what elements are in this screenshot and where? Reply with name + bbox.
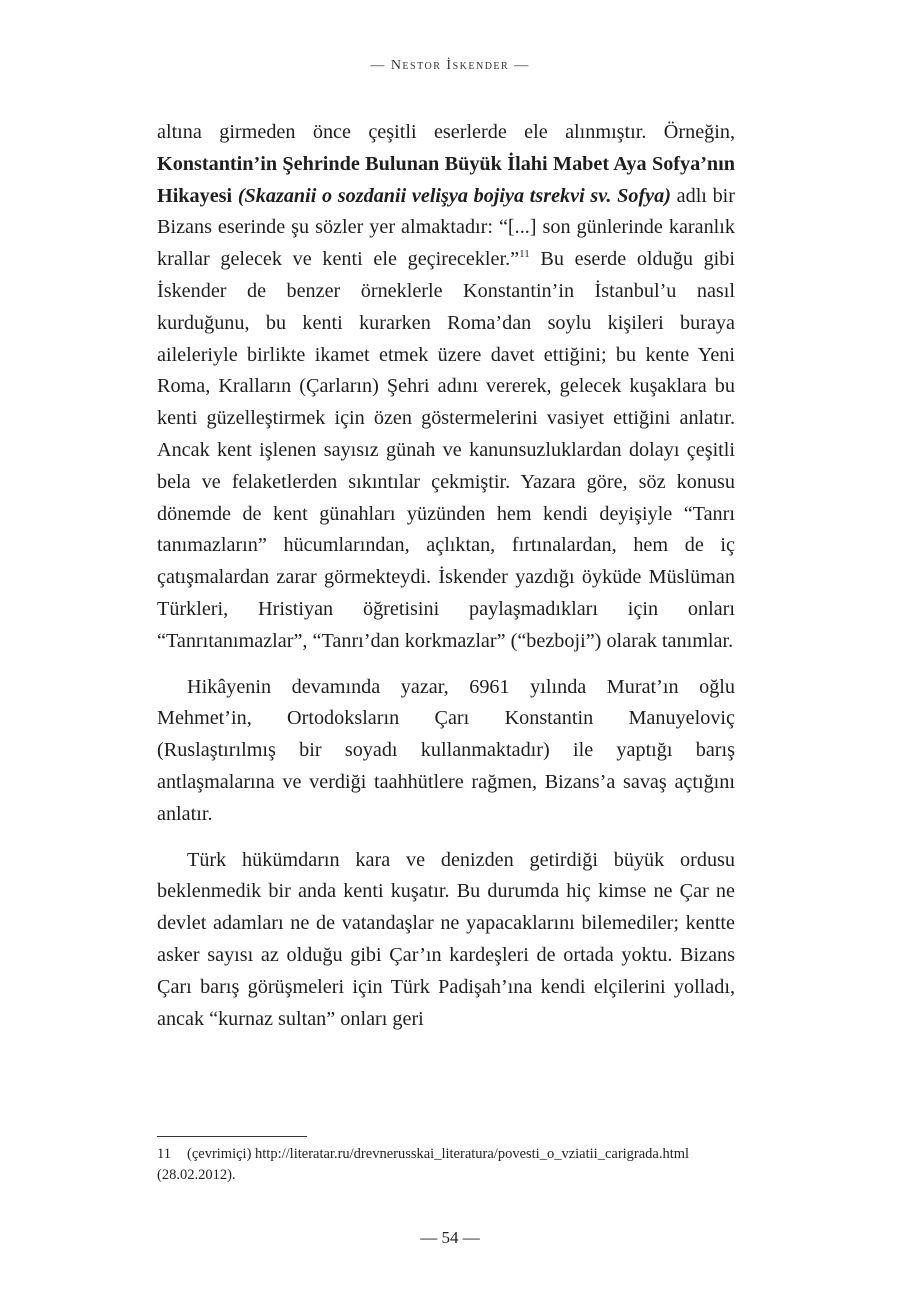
- p1-bold-title: Konstantin’in Şehrinde Bulunan Büyük İlahi Mabet Aya Sofya’nın Hikayesi: [157, 152, 735, 207]
- footnote: [157, 1144, 735, 1186]
- footnote-rule: [157, 1136, 307, 1137]
- page-number-dash-left: —: [420, 1228, 438, 1247]
- header-dash-right: —: [514, 58, 530, 73]
- page-number-wrap: [0, 1228, 900, 1248]
- header-title: Nestor İskender: [390, 58, 510, 74]
- body-text: [157, 117, 735, 1035]
- p1-text-1: altına girmeden önce çeşitli eserlerde ele alınmıştır. Örneğin,: [157, 121, 735, 143]
- paragraph-3: Türk hükümdarın kara ve denizden getirdiği büyük ordusu beklenmedik bir anda kenti kuşatır. Bu durumda hiç kimse ne Çar ne devlet adamları ne de vatandaşlar ne yapacaklarını bilemediler; kentte asker sayısı az olduğu gibi Çar’ın kardeşleri de ortada yoktu. Bizans Çarı barış görüşmeleri için Türk Padişah’ına kendi elçilerini yolladı, ancak “kurnaz sultan” onları geri: [157, 848, 735, 1030]
- paragraph-1: [157, 117, 735, 658]
- p1-text-2: adlı bir Bizans eserinde şu sözler yer almaktadır: “[...] son günlerinde karanlık krallar gelecek ve kenti ele geçirecekler.”: [157, 184, 736, 271]
- footnote-number: 11: [157, 1146, 171, 1162]
- page-number-dash-right: —: [462, 1228, 480, 1247]
- footnote-text: (çevrimiçi) http://literatar.ru/drevnerusskai_literatura/povesti_o_vziatii_carigrada.html (28.02.2012).: [157, 1146, 690, 1183]
- paragraph-2: Hikâyenin devamında yazar, 6961 yılında Murat’ın oğlu Mehmet’in, Ortodoksların Çarı Konstantin Manuyeloviç (Ruslaştırılmış bir soyadı kullanmaktadır) ile yaptığı barış antlaşmalarına ve verdiği taahhütlere rağmen, Bizans’a savaş açtığını anlatır.: [157, 675, 735, 825]
- p1-text-3: Bu eserde olduğu gibi İskender de benzer örneklerle Konstantin’in İstanbul’u nasıl kurduğunu, bu kenti kurarken Roma’dan soylu kişileri buraya aileleriyle birlikte ikamet etmek üzere davet ettiğini; bu kente Yeni Roma, Kralların (Çarların) Şehri adını vererek, gelecek kuşaklara bu kenti güzelleştirmek için özen göstermelerini vasiyet ettiğini anlatır. Ancak kent işlenen sayısız günah ve kanunsuzluklardan dolayı çeşitli bela ve felaketlerden sıkıntılar çekmiştir. Yazara göre, söz konusu dönemde de kent günahları yüzünden hem kendi deyişiyle “Tanrı tanımazların” hücumlarından, açlıktan, fırtınalardan, hem de iç çatışmalardan zarar görmekteydi. İskender yazdığı öyküde Müslüman Türkleri, Hristiyan öğretisini paylaşmadıkları için onları “Tanrıtanımazlar”, “Tanrı’dan korkmazlar” (“bezboji”) olarak tanımlar.: [157, 248, 735, 652]
- footnote-ref: 11: [519, 248, 530, 261]
- p1-bold-italic-title: (Skazanii o sozdanii velişya bojiya tsrekvi sv. Sofya): [237, 184, 671, 207]
- header-dash-left: —: [370, 58, 386, 73]
- page-number: 54: [441, 1228, 459, 1247]
- running-header: [0, 58, 900, 74]
